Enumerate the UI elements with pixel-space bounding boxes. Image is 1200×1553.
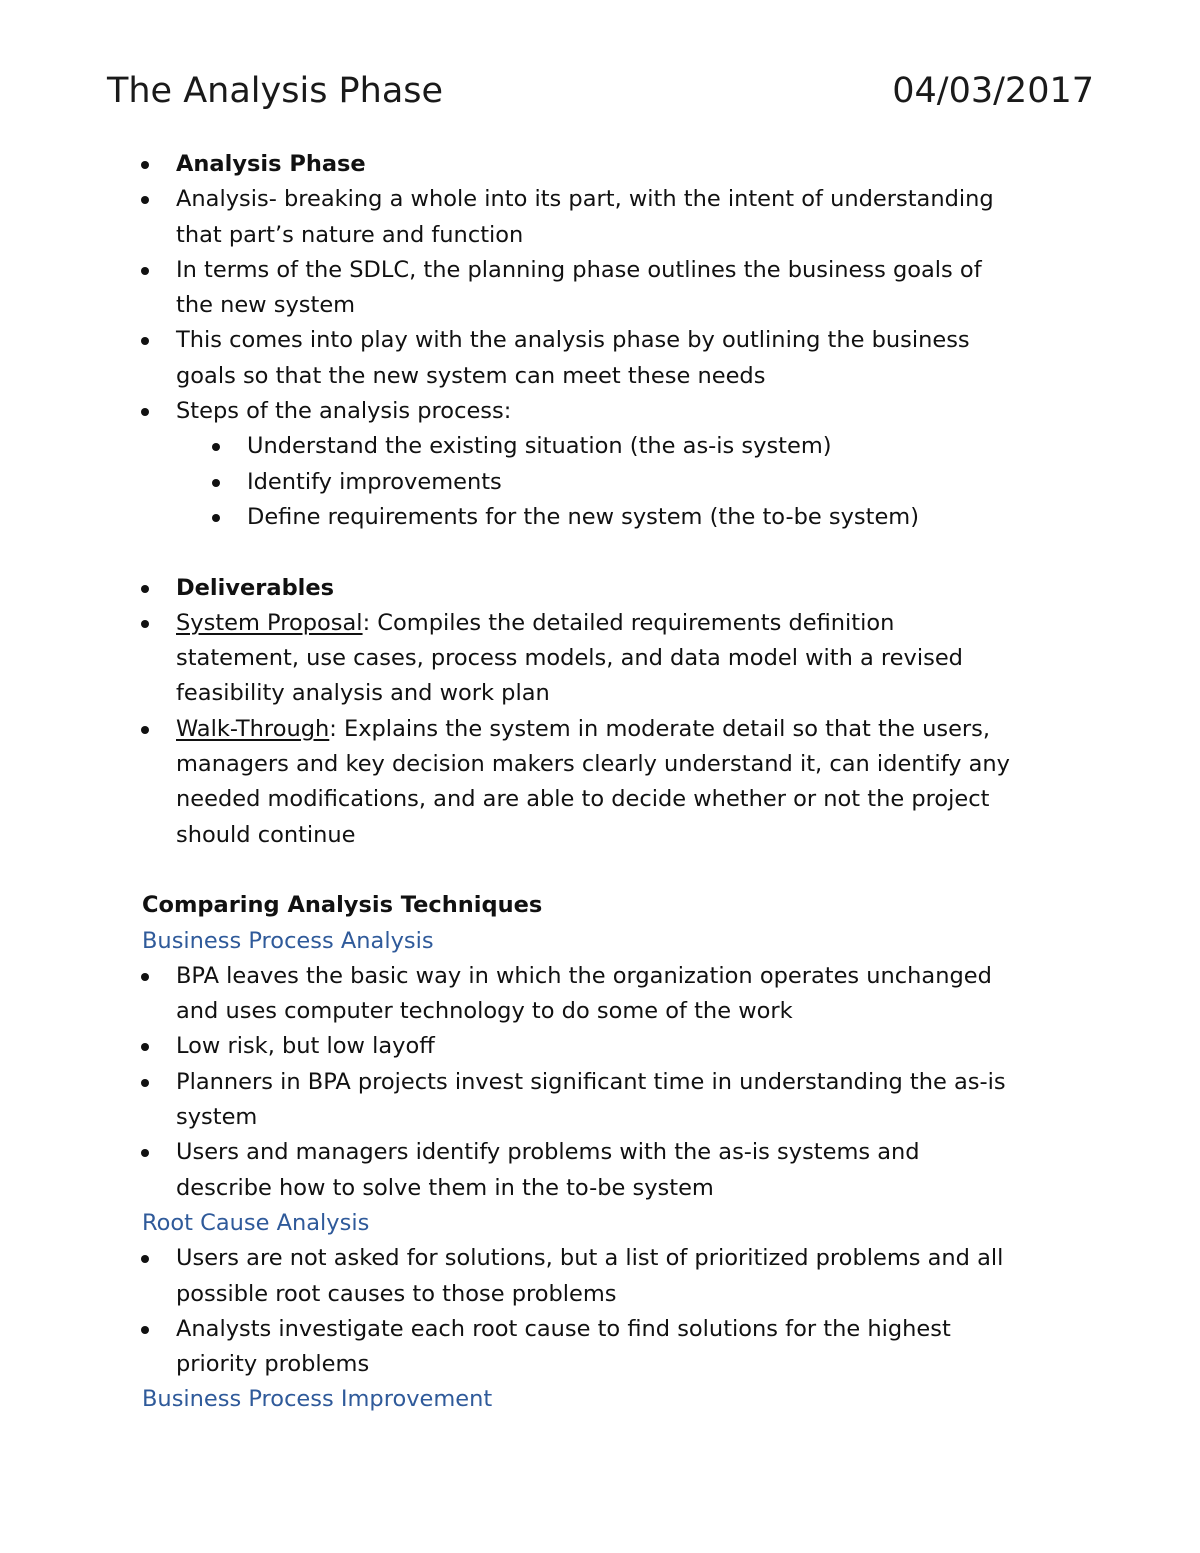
list-item [0,323,1200,358]
list-item-continuation [0,359,1200,394]
section-heading [0,888,1200,923]
list-item-continuation [0,1347,1200,1382]
list-item-text: Users and managers identify problems with the as-is systems and [176,1139,920,1166]
bullet-icon [212,443,220,451]
subheading-bpi: Business Process Improvement [142,1386,493,1413]
list-item [0,606,1200,641]
list-item [0,1135,1200,1170]
bullet-icon [141,1079,149,1087]
list-item-text: possible root causes to those problems [176,1280,617,1307]
list-item [0,571,1200,606]
list-item-text: system [176,1104,258,1131]
list-item [0,959,1200,994]
bullet-icon [141,1149,149,1157]
page-date: 04/03/2017 [892,71,1094,111]
bullet-icon [141,337,149,345]
page-title: The Analysis Phase [107,71,444,111]
list-item-text: needed modifications, and are able to decide whether or not the project [176,786,990,813]
list-item-continuation [0,288,1200,323]
list-item-text: Users are not asked for solutions, but a list of prioritized problems and all [176,1245,1004,1272]
subheading [0,1206,1200,1241]
bullet-icon [141,973,149,981]
list-item-text: the new system [176,292,356,319]
list-item-continuation [0,1100,1200,1135]
list-item-text: BPA leaves the basic way in which the organization operates unchanged [176,962,992,989]
subheading-bpa: Business Process Analysis [142,927,434,954]
list-item-text: that part’s nature and function [176,221,524,248]
list-item-text: Steps of the analysis process: [176,398,512,425]
sub-list-item-text: Identify improvements [247,468,502,495]
bullet-icon [141,585,149,593]
list-item [0,147,1200,182]
subheading [0,924,1200,959]
sub-list-item [0,465,1200,500]
list-item-text [176,606,894,641]
list-item-text: feasibility analysis and work plan [176,680,550,707]
list-item [0,182,1200,217]
list-item-text: managers and key decision makers clearly understand it, can identify any [176,751,1010,778]
list-item-text: Analysts investigate each root cause to find solutions for the highest [176,1315,951,1342]
list-item-continuation [0,676,1200,711]
definition-text: : Explains the system in moderate detail so that the users, [329,715,991,742]
subheading [0,1382,1200,1417]
bullet-icon [212,514,220,522]
sub-list-item-text: Understand the existing situation (the as-is system) [247,433,832,460]
list-item-continuation [0,641,1200,676]
section-heading-analysis: Analysis Phase [176,151,366,177]
list-item-continuation [0,218,1200,253]
spacer [0,853,1200,888]
bullet-icon [141,1326,149,1334]
bullet-icon [141,1043,149,1051]
list-item-continuation [0,994,1200,1029]
list-item-text: statement, use cases, process models, and data model with a revised [176,645,963,672]
bullet-icon [212,479,220,487]
list-item [0,712,1200,747]
subheading-rca: Root Cause Analysis [142,1209,370,1236]
list-item-text: goals so that the new system can meet these needs [176,362,766,389]
bullet-icon [141,196,149,204]
list-item-text: Analysis- breaking a whole into its part, with the intent of understanding [176,186,994,213]
list-item-continuation [0,1171,1200,1206]
bullet-icon [141,726,149,734]
list-item-text: and uses computer technology to do some of the work [176,998,793,1025]
list-item-text: describe how to solve them in the to-be system [176,1174,714,1201]
sub-list-item [0,429,1200,464]
list-item [0,1241,1200,1276]
list-item-continuation [0,782,1200,817]
bullet-icon [141,267,149,275]
list-item-text: priority problems [176,1351,370,1378]
notes-body [0,147,1200,1418]
section-heading-comparing: Comparing Analysis Techniques [142,892,543,919]
list-item [0,1312,1200,1347]
list-item-text: should continue [176,821,356,848]
sub-list-item [0,500,1200,535]
spacer [0,535,1200,570]
list-item [0,394,1200,429]
list-item [0,1065,1200,1100]
list-item-continuation [0,818,1200,853]
list-item-text: In terms of the SDLC, the planning phase outlines the business goals of [176,256,982,283]
bullet-icon [141,620,149,628]
list-item [0,1029,1200,1064]
sub-list-item-text: Define requirements for the new system (the to-be system) [247,503,920,530]
bullet-icon [141,408,149,416]
list-item-text: This comes into play with the analysis phase by outlining the business [176,327,970,354]
term-walk-through: Walk-Through [176,715,330,742]
list-item-text: Planners in BPA projects invest significant time in understanding the as-is [176,1068,1006,1095]
bullet-icon [141,161,149,169]
definition-text: : Compiles the detailed requirements definition [362,609,895,636]
term-system-proposal: System Proposal [176,609,363,636]
list-item-text: Low risk, but low layoff [176,1033,435,1060]
list-item-continuation [0,747,1200,782]
bullet-icon [141,1255,149,1263]
list-item-continuation [0,1277,1200,1312]
section-heading-deliverables: Deliverables [176,574,335,601]
list-item [0,253,1200,288]
list-item-text [176,712,990,747]
